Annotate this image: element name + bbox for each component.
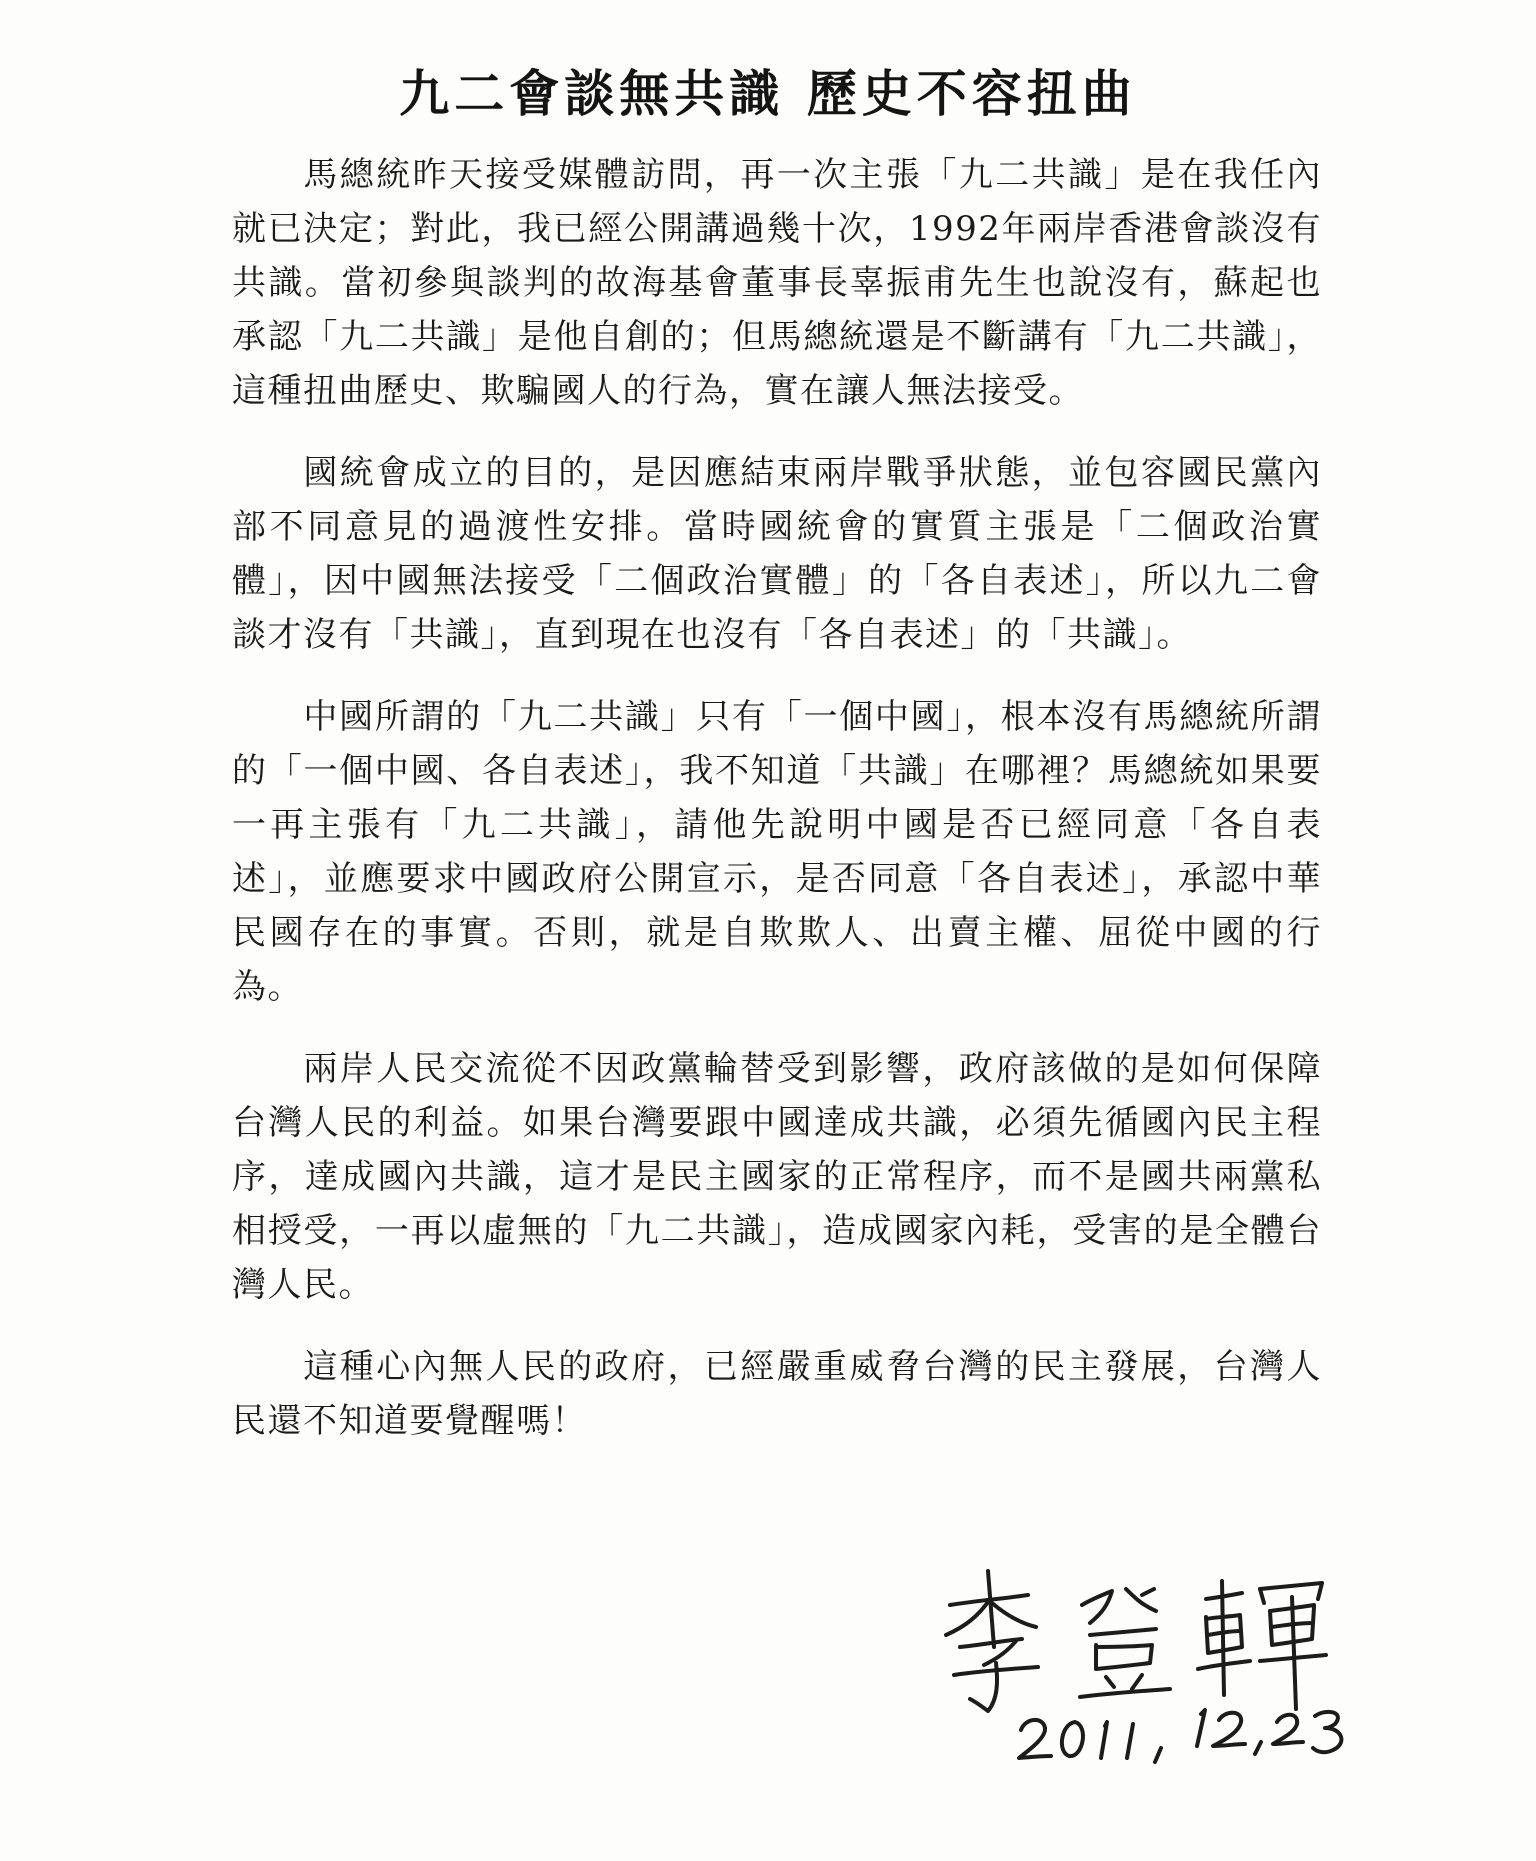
handwritten-signature — [930, 1565, 1330, 1715]
handwritten-date — [1015, 1700, 1355, 1770]
paragraph-5: 這種心內無人民的政府，已經嚴重威脅台灣的民主發展，台灣人民還不知道要覺醒嗎！ — [232, 1347, 1322, 1441]
paragraph-4: 兩岸人民交流從不因政黨輪替受到影響，政府該做的是如何保障台灣人民的利益。如果台灣要跟中國達成共識，必須先循國內民主程序，達成國內共識，這才是民主國家的正常程序，而不是國共兩黨私相授受，一再以虛無的「九二共識」，造成國家內耗，受害的是全體台灣人民。 — [232, 1049, 1322, 1305]
document-title: 九二會談無共識 歷史不容扭曲 — [399, 64, 1137, 123]
paragraph-2: 國統會成立的目的，是因應結束兩岸戰爭狀態，並包容國民黨內部不同意見的過渡性安排。當時國統會的實質主張是「二個政治實體」，因中國無法接受「二個政治實體」的「各自表述」，所以九二會談才沒有「共識」，直到現在也沒有「各自表述」的「共識」。 — [232, 453, 1322, 655]
letter-body — [232, 148, 1322, 1476]
paragraph-1: 馬總統昨天接受媒體訪問，再一次主張「九二共識」是在我任內就已決定；對此，我已經公開講過幾十次，1992年兩岸香港會談沒有共識。當初參與談判的故海基會董事長辜振甫先生也說沒有，蘇起也承認「九二共識」是他自創的；但馬總統還是不斷講有「九二共識」，這種扭曲歷史、欺騙國人的行為，實在讓人無法接受。 — [232, 155, 1322, 411]
paragraph-3: 中國所謂的「九二共識」只有「一個中國」，根本沒有馬總統所謂的「一個中國、各自表述」，我不知道「共識」在哪裡？馬總統如果要一再主張有「九二共識」，請他先說明中國是否已經同意「各自表述」，並應要求中國政府公開宣示，是否同意「各自表述」，承認中華民國存在的事實。否則，就是自欺欺人、出賣主權、屈從中國的行為。 — [232, 697, 1322, 1007]
